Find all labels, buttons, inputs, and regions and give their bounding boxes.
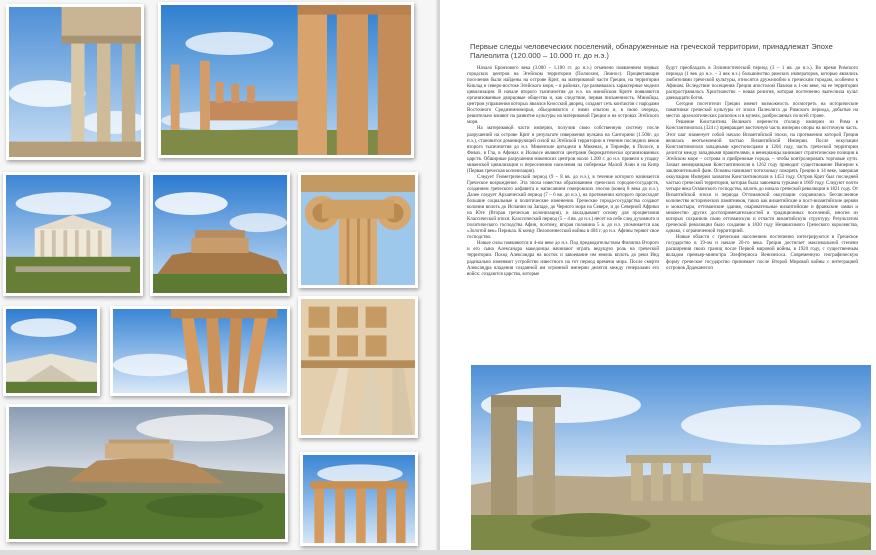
paragraph: Следует Геометрический период (9 – 8 вв. до н.э.), в течение которого начинается Греческое возрождение. Эта эпоха известна образованием греческих городов-государств, созданием греческого алфавита и написанием гомеровских эпосов (конец 8 века до н.э.). Далее следует Архаический период (7 – 6 вв. до н.э.), на протяжении которого происходят большие социальные и политические изменения. Греческие города-государства создают колонии вплоть до Испании на Западе, до Черного моря на Севере, и до Северной Африки на Юге (Вторая греческая колонизация), и закладывают основу для процветания Классической эпохи. Классический период (5 – 4 вв. до н.э.) несет на себе след духовного и политического господства Афин, поэтому, вторая половина 5 в. до н.э. упоминается как «Золотой век» Перикла. К концу Пелопоннесской войны в 404 г. до н.э. Афины теряют свое господство.	[467, 174, 659, 241]
temple-columns-photo	[158, 2, 414, 158]
paragraph: Начало Бронзового века (3.000 – 1.100 гг. до н.э.) отмечено появлением первых городских центров на Эгейском территории (Полиохни, Лемнос). Процветающие поселения были найдены на острове Крит, на материковой части Греции, на территории Киклад и северо-востоке Эгейского моря, – в районах, где развивалась характерные модели цивилизации. В начале второго тысячелетия до н.э. на минойском Крите появляются организованные дворцовые общества и, как следствие, первая письменность. Минойцы, центром управления которых являлся Кносский дворец, создают сеть контактов с народами Восточного Средиземноморья, объединяются с ними опытом и, в свою очередь, решительно влияют на развитие культуры на материковой Греции и на островах Эгейского моря.	[467, 66, 659, 126]
right-page-text	[440, 0, 876, 550]
paragraph: На материковой части империи, получив свою собственную систему после разрушений на острове Крит в результате извержения вулкана на Санторини (1.500г. до н.э.), становится доминирующей силой на Эгейской территории в течение последних веков второго тысячелетия до н.э. Микенские цитадели в Микенах, в Тиринфе, в Пилосе, в Фивах, в Гла, в Афинах и Иолкосе являются центрами бюрократически организованных царств. Обширные разрушения микенских центров около 1.200 г. до н.э. привели к упадку микенской цивилизации и переселению населения на побережье Малой Азии и на Кипр (Первая греческая колонизация).	[467, 126, 659, 174]
paragraph: Сегодня посетители Греции имеют возможность посмотреть на исторические памятники греческой культуры от эпохи Палеолита до Римского периода, добытые на местах археологических раскопок и в музеях, разбросанных по всей стране.	[666, 102, 858, 120]
columns-upward-photo	[110, 306, 290, 396]
coffered-ceiling-photo	[298, 296, 418, 438]
text-column-right	[666, 66, 858, 272]
text-column-left	[467, 66, 659, 278]
left-page-photo-collage	[0, 0, 438, 550]
acropolis-panorama-photo	[6, 404, 288, 542]
article-heading: Первые следы человеческих поселений, обнаруженные на греческой территории, принадлежат Эпохе Палеолита (120.000 – 10.000 гг. до н.э.)	[470, 42, 833, 60]
paragraph: Новые силы появляются в 4-ом веке до н.э. Под предводительством Филиппа Второго и его сына Александра македонцы начинают играть ведущую роль на греческой территории. Поход Александра на восток и завоевание им земель вплоть до реки Инд радикально изменяют устройство известного на тот период времени мира. После смерти Александра владения созданной им огромной империи делятся между генералами его войск: создаются царства, которые	[467, 241, 659, 277]
paragraph: Новые области с греческим населением постепенно интегрируются в Греческое государство в 19-ом и начале 20-го века. Греция достигает максимальной степени расширения своих границ после Первой мировой войны, в 1920 году, с существенным вкладом премьер-министра Элефтериоса Венизелоса. Современную географическую форму греческое государство принимает после Второй Мировой войны с интеграцией островов Додеканесоп	[666, 235, 858, 271]
zeus-temple-photo	[300, 452, 418, 546]
paragraph: будут преобладать в Эллинистический период (3 – 1 вв. до н.э.). Во время Римского периода (1 век до н.э. – 3 век н.э.) большинство римских императоров, которые являлись любителями греческой культуры, относятся дружелюбно к греческим городам, особенно к Афинам. Вследствие посещения Греции апостолом Павлом в 1-ом веке, на ее территории распространялось Христианство – новая религия, которая постепенно вытеснила культ двенадцати богов.	[666, 66, 858, 102]
acropolis-hill-photo	[150, 172, 290, 296]
ionic-capital-photo	[298, 172, 418, 288]
paragraph: Решение Константина Великого перенести столицу империи из Рима в Константинополь (324 г.) превращает восточную часть империи опоры на восточную часть. Этот шаг знаменует собой начало Византийской эпохи, на протяжении которой Греция являлась неотъемлемой частью Византийской Империи. После оккупации Константинополя западными крестоносцами в 1204 году, часть греческой территории делится между западными правителями, в венецианцы занимают стратегические позиции в Эгейском море – острова и прибрежные города, – чтобы контролировать торговые пути. Захват венецианцами Константинополя в 1262 году приводит существование Империи к заключительной фазе. Османы начинают потихоньку покорять Грецию в 14 веке, завершая оккупацию Империи захватом Константинополя в 1453 году. Остров Крит был последней частью греческой территории, которая была завоевана турками в 1669 году. Следуют почти четыре века Османского господства, вплоть до начала греческой революции в 1821 году. От Византийской эпохи и периода Оттоманской оккупации сохранились бесчисленное количество исторических памятников, таких как византийские и пост-византийские церкви и монастыри, оттоманские здания, очаровательные византийские и франкские замки и множество других достопримечательностей и традиционных поселений, многие из которых сохранили свою оттоманскую и отчасти византийскую структуру. Результатом греческой революции было создание в 1830 году Независимого Греческого королевства, однако, с ограниченной территорией.	[666, 120, 858, 235]
caryatid-porch-photo	[6, 4, 144, 160]
stadium-photo	[3, 306, 100, 396]
ancient-ruins-photo	[471, 365, 871, 550]
zappeion-building-photo	[3, 172, 143, 296]
